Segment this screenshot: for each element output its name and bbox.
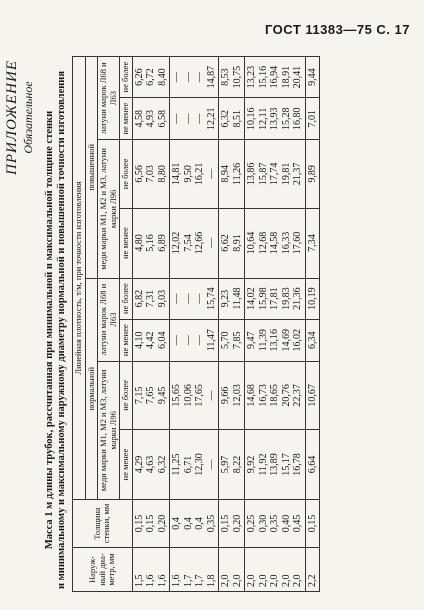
table-row bbox=[219, 57, 245, 592]
cell-value: 8,94 11,26 bbox=[219, 140, 245, 208]
cell-value: 4,10 4,42 6,04 bbox=[132, 319, 170, 361]
subheader-max: не более bbox=[120, 278, 133, 319]
cell-value: 9,47 11,39 13,16 14,69 16,02 bbox=[245, 319, 306, 361]
subheader-min: не менее bbox=[120, 208, 133, 278]
caption-line-1: Масса 1 м длины трубок, рассчитанная при минимальной и максимальной толщине стенки bbox=[44, 110, 55, 550]
cell-value: 14,02 15,98 17,81 19,83 21,36 bbox=[245, 278, 306, 319]
cell-value: 9,66 12,03 bbox=[219, 361, 245, 429]
group-header-high: повышенной bbox=[85, 57, 98, 279]
cell-wall: 0,25 0,30 0,35 0,40 0,45 bbox=[245, 500, 306, 548]
cell-wall: 0,15 bbox=[305, 500, 320, 548]
material-header-brass-high: латуни марок Л68 и Л63 bbox=[98, 57, 120, 140]
cell-wall: 0,15 0,20 bbox=[219, 500, 245, 548]
cell-value: 5,97 8,22 bbox=[219, 430, 245, 500]
table-row bbox=[245, 57, 306, 592]
cell-value: 9,92 11,92 13,89 15,17 16,78 bbox=[245, 430, 306, 500]
rotated-page-content bbox=[2, 50, 422, 610]
cell-value: 6,26 6,72 8,40 bbox=[132, 57, 170, 98]
col-header-density: Линейная плотность, т/м, при точности изготовления bbox=[73, 57, 86, 500]
cell-value: 10,19 bbox=[305, 278, 320, 319]
caption-line-2: и минимальному и максимальному наружному диаметру нормальной и повышенной точности изготовления bbox=[56, 70, 67, 590]
table-row bbox=[132, 57, 170, 592]
cell-wall: 0,15 0,15 0,20 bbox=[132, 500, 170, 548]
cell-value: 9,44 bbox=[305, 57, 320, 98]
cell-value: 6,64 bbox=[305, 430, 320, 500]
cell-diameter: 2,0 2,0 2,0 2,0 2,0 bbox=[245, 548, 306, 592]
cell-value: 11,25 6,71 12,30 — bbox=[170, 430, 219, 500]
cell-value: 6,82 7,31 9,03 bbox=[132, 278, 170, 319]
group-header-normal: нормальной bbox=[85, 278, 98, 499]
mass-table bbox=[72, 56, 320, 592]
subheader-max: не более bbox=[120, 361, 133, 429]
cell-value: 10,67 bbox=[305, 361, 320, 429]
col-header-diameter: Наруж-ный диа-метр, мм bbox=[73, 548, 133, 592]
cell-value: 4,80 5,16 6,89 bbox=[132, 208, 170, 278]
cell-value: 7,15 7,65 9,45 bbox=[132, 361, 170, 429]
cell-value: 4,29 4,63 6,32 bbox=[132, 430, 170, 500]
subheader-min: не менее bbox=[120, 319, 133, 361]
cell-diameter: 2,0 2,0 bbox=[219, 548, 245, 592]
cell-value: 7,34 bbox=[305, 208, 320, 278]
cell-value: 5,70 7,85 bbox=[219, 319, 245, 361]
cell-value: 13,86 15,87 17,74 19,81 21,37 bbox=[245, 140, 306, 208]
cell-value: 13,23 15,16 16,94 18,91 20,41 bbox=[245, 57, 306, 98]
cell-value: 6,34 bbox=[305, 319, 320, 361]
cell-value: — — — 15,74 bbox=[170, 278, 219, 319]
col-header-wall: Толщина стенки, мм bbox=[73, 500, 133, 548]
subheader-max: не более bbox=[120, 140, 133, 208]
appendix-subtitle: Обязательное bbox=[21, 81, 35, 154]
cell-value: 8,53 10,75 bbox=[219, 57, 245, 98]
cell-value: 10,16 12,11 13,93 15,28 16,80 bbox=[245, 98, 306, 140]
cell-value: 10,64 12,68 14,58 16,33 17,60 bbox=[245, 208, 306, 278]
cell-diameter: 2,2 bbox=[305, 548, 320, 592]
table-row bbox=[170, 57, 219, 592]
cell-value: — — — 12,21 bbox=[170, 98, 219, 140]
cell-value: 6,62 8,91 bbox=[219, 208, 245, 278]
cell-value: 9,89 bbox=[305, 140, 320, 208]
material-header-brass-normal: латуни марок Л68 и Л63 bbox=[98, 278, 120, 361]
appendix-title: ПРИЛОЖЕНИЕ bbox=[4, 60, 20, 175]
cell-diameter: 1,5 1,6 1,6 bbox=[132, 548, 170, 592]
cell-value: 14,68 16,73 18,65 20,76 22,37 bbox=[245, 361, 306, 429]
material-header-copper-high: меди марки М1, М2 и М3, латуни марки Л96 bbox=[98, 140, 120, 278]
table-caption bbox=[44, 68, 68, 592]
cell-value: 12,02 7,54 12,66 — bbox=[170, 208, 219, 278]
cell-value: 7,01 bbox=[305, 98, 320, 140]
cell-value: 6,32 8,51 bbox=[219, 98, 245, 140]
cell-wall: 0,4 0,4 0,4 0,35 bbox=[170, 500, 219, 548]
cell-diameter: 1,6 1,7 1,7 1,8 bbox=[170, 548, 219, 592]
subheader-min: не менее bbox=[120, 98, 133, 140]
appendix-label bbox=[4, 60, 36, 175]
subheader-max: не более bbox=[120, 57, 133, 98]
material-header-copper-normal: меди марки М1, М2 и М3, латуни марки Л96 bbox=[98, 361, 120, 499]
cell-value: — — — 14,87 bbox=[170, 57, 219, 98]
subheader-min: не менее bbox=[120, 430, 133, 500]
cell-value: — — — 11,47 bbox=[170, 319, 219, 361]
cell-value: 9,23 11,48 bbox=[219, 278, 245, 319]
page-header: ГОСТ 11383—75 С. 17 bbox=[264, 22, 410, 37]
cell-value: 14,81 9,50 16,21 — bbox=[170, 140, 219, 208]
cell-value: 15,65 10,06 17,65 — bbox=[170, 361, 219, 429]
cell-value: 4,58 4,93 6,58 bbox=[132, 98, 170, 140]
cell-value: 6,56 7,03 8,80 bbox=[132, 140, 170, 208]
table-row bbox=[305, 57, 320, 592]
